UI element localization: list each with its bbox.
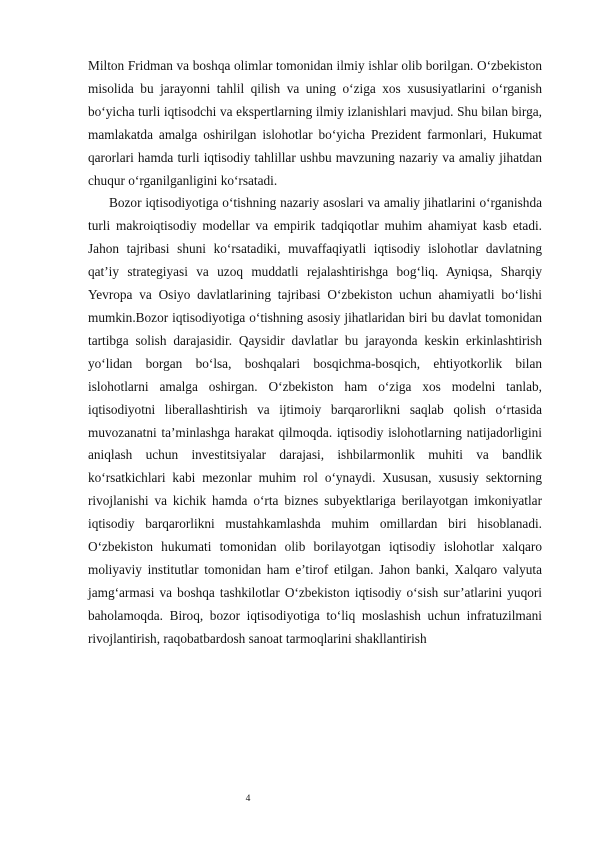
- document-page: [88, 55, 542, 651]
- body-paragraph-1: Milton Fridman va boshqa olimlar tomonidan ilmiy ishlar olib borilgan. O‘zbekiston misolida bu jarayonni tahlil qilish va uning o‘ziga xos xususiyatlarini o‘rganish bo‘yicha turli iqtisodchi va ekspertlarning ilmiy izlanishlari mavjud. Shu bilan birga, mamlakatda amalga oshirilgan islohotlar bo‘yicha Prezident farmonlari, Hukumat qarorlari hamda turli iqtisodiy tahlillar ushbu mavzuning nazariy va amaliy jihatdan chuqur o‘rganilganligini ko‘rsatadi.: [88, 58, 542, 188]
- body-paragraph-2: Bozor iqtisodiyotiga o‘tishning nazariy asoslari va amaliy jihatlarini o‘rganishda turli makroiqtisodiy modellar va empirik tadqiqotlar muhim ahamiyat kasb etadi. Jahon tajribasi shuni ko‘rsatadiki, muvaffaqiyatli iqtisodiy islohotlar davlatning qat’iy strategiyasi va uzoq muddatli rejalashtirishga bog‘liq. Ayniqsa, Sharqiy Yevropa va Osiyo davlatlarining tajribasi O‘zbekiston uchun ahamiyatli bo‘lishi mumkin.Bozor iqtisodiyotiga o‘tishning asosiy jihatlaridan biri bu davlat tomonidan tartibga solish darajasidir. Qaysidir davlatlar bu jarayonda keskin erkinlashtirish yo‘lidan borgan bo‘lsa, boshqalari bosqichma-bosqich, ehtiyotkorlik bilan islohotlarni amalga oshirgan. O‘zbekiston ham o‘ziga xos modelni tanlab, iqtisodiyotni liberallashtirish va ijtimoiy barqarorlikni saqlab qolish o‘rtasida muvozanatni ta’minlashga harakat qilmoqda. iqtisodiy islohotlarning natijadorligini aniqlash uchun investitsiyalar darajasi, ishbilarmonlik muhiti va bandlik ko‘rsatkichlari kabi mezonlar muhim rol o‘ynaydi. Xususan, xususiy sektorning rivojlanishi va kichik hamda o‘rta biznes subyektlariga berilayotgan imkoniyatlar iqtisodiy barqarorlikni mustahkamlashda muhim omillardan biri hisoblanadi. O‘zbekiston hukumati tomonidan olib borilayotgan iqtisodiy islohotlar xalqaro moliyaviy institutlar tomonidan ham e’tirof etilgan. Jahon banki, Xalqaro valyuta jamg‘armasi va boshqa tashkilotlar O‘zbekiston iqtisodiy o‘sish sur’atlarini yuqori baholamoqda. Biroq, bozor iqtisodiyotiga to‘liq moslashish uchun infratuzilmani rivojlantirish, raqobatbardosh sanoat tarmoqlarini shakllantirish: [88, 195, 542, 646]
- page-number: 4: [245, 794, 251, 804]
